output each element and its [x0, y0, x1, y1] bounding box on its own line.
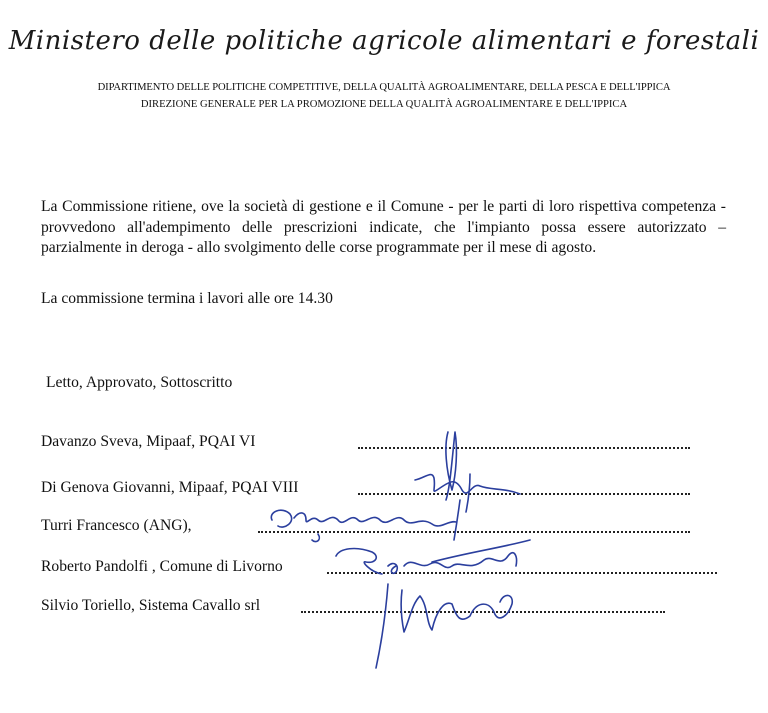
signature-line [358, 493, 690, 495]
signatory-row [41, 479, 298, 499]
signatory-name: Silvio Toriello, Sistema Cavallo srl [41, 597, 261, 614]
signature-turri [271, 510, 456, 527]
signature-line [258, 531, 690, 533]
direction-line: DIREZIONE GENERALE PER LA PROMOZIONE DELLA QUALITÀ AGROALIMENTARE E DELL'IPPICA [140, 99, 628, 110]
signature-line [327, 572, 717, 574]
signatory-row [41, 433, 256, 453]
signature-line [301, 611, 665, 613]
signatory-row [41, 517, 192, 537]
signatory-name: Roberto Pandolfi , Comune di Livorno [41, 558, 283, 575]
signature-line [358, 447, 690, 449]
signature-digenova [415, 475, 520, 494]
signature-toriello [376, 584, 512, 668]
closing-statement: La commissione termina i lavori alle ore 14.30 [41, 290, 333, 307]
signatory-row [41, 597, 260, 617]
signature-pandolfi [336, 549, 517, 574]
commission-paragraph: La Commissione ritiene, ove la società di gestione e il Comune - per le parti di loro rispettiva competenza - provvedono all'adempimento delle prescrizioni indicate, che l'impianto possa essere autorizzato – parzialmente in deroga - allo svolgimento delle corse programmate per il mese di agosto. [41, 198, 726, 256]
department-line: DIPARTIMENTO DELLE POLITICHE COMPETITIVE, DELLA QUALITÀ AGROALIMENTARE, DELLA PESCA E DELL'IPPICA [97, 82, 671, 93]
signatory-name: Turri Francesco (ANG), [41, 517, 192, 534]
signature-davanzo [446, 432, 457, 500]
ministry-letterhead: Ministero delle politiche agricole alimentari e forestali [8, 26, 760, 56]
signatory-name: Di Genova Giovanni, Mipaaf, PQAI VIII [41, 479, 299, 496]
approval-intro: Letto, Approvato, Sottoscritto [46, 374, 233, 391]
signatory-name: Davanzo Sveva, Mipaaf, PQAI VI [41, 433, 256, 450]
signatory-row [41, 558, 283, 578]
